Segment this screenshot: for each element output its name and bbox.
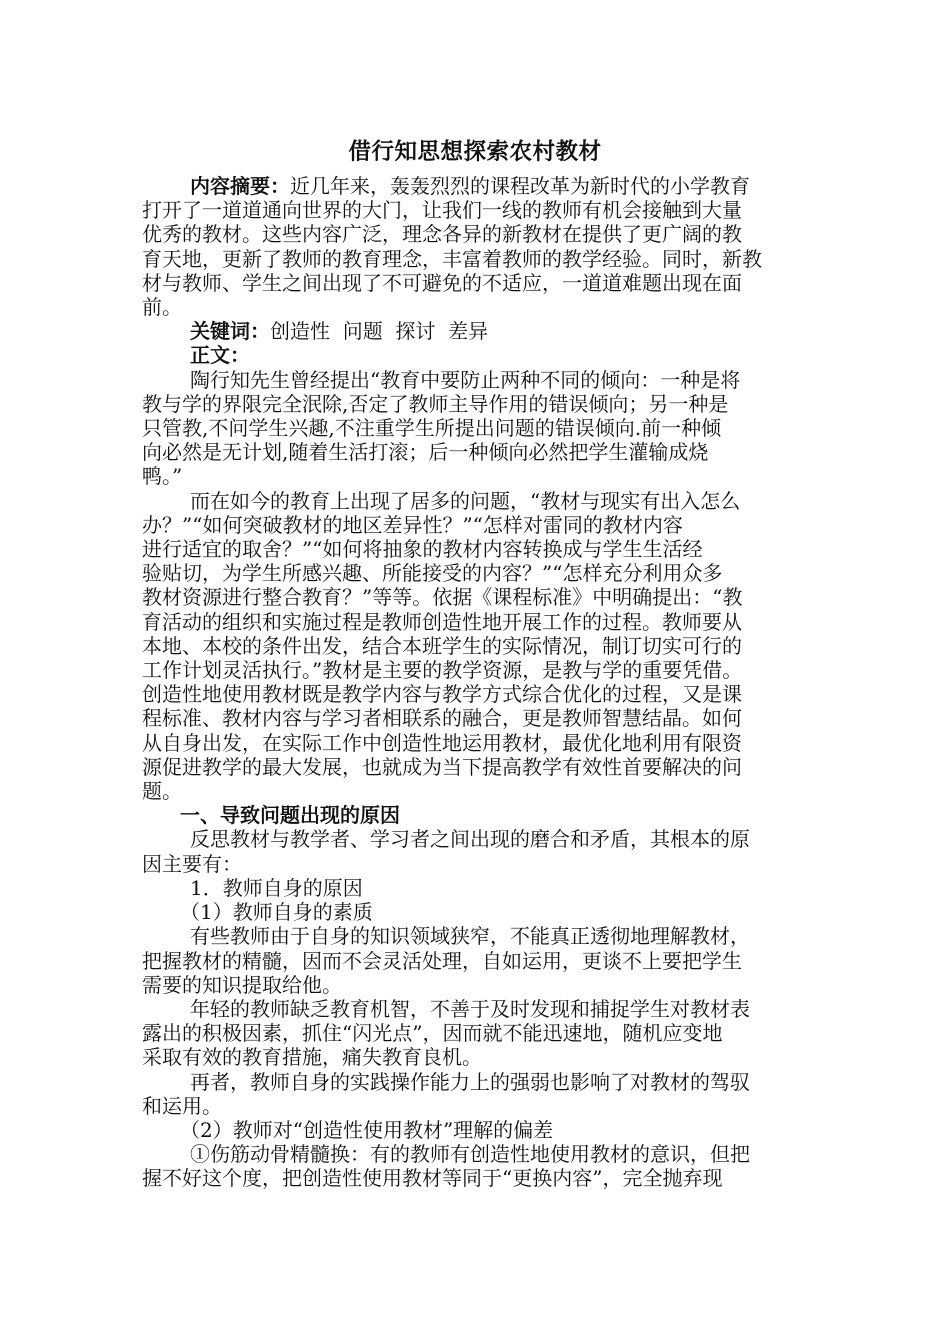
abstract-line: 材与教师、学生之间出现了不可避免的不适应，一道道难题出现在面	[142, 270, 742, 295]
paragraph-line: 育活动的组织和实施过程是教师创造性地开展工作的过程。教师要从	[142, 609, 742, 634]
abstract-line: 前。	[142, 295, 182, 320]
paragraph-line: 和运用。	[142, 1093, 222, 1118]
subsection-item: （1）教师自身的素质	[180, 900, 373, 925]
paragraph-line: 创造性地使用教材既是教学内容与教学方式综合优化的过程，又是课	[142, 682, 742, 707]
paragraph-line: 程标准、教材内容与学习者相联系的融合，更是教师智慧结晶。如何	[142, 706, 742, 731]
paragraph-line: 握不好这个度，把创造性使用教材等同于“更换内容”，完全抛弃现	[142, 1166, 723, 1191]
paragraph-line: 工作计划灵活执行。”教材是主要的教学资源，是教与学的重要凭借。	[142, 658, 743, 683]
keywords-value: 创造性 问题 探讨 差异	[270, 319, 489, 344]
paragraph-line: 而在如今的教育上出现了居多的问题，“教材与现实有出入怎么	[190, 488, 741, 513]
document-body	[142, 174, 822, 1191]
paragraph-line: 源促进教学的最大发展，也就成为当下提高教学有效性首要解决的问	[142, 754, 742, 779]
paragraph-line: 鸭。”	[142, 464, 183, 489]
paragraph-line: 教与学的界限完全泯除,否定了教师主导作用的错误倾向；另一种是	[142, 391, 729, 416]
paragraph-line: 向必然是无计划,随着生活打滚；后一种倾向必然把学生灌输成烧	[142, 440, 709, 465]
paragraph-line: 反思教材与教学者、学习者之间出现的磨合和矛盾，其根本的原	[190, 827, 750, 852]
paragraph-line: 本地、本校的条件出发，结合本班学生的实际情况，制订切实可行的	[142, 633, 742, 658]
paragraph-line: 教材资源进行整合教育？”等等。依据《课程标准》中明确提出：“教	[142, 585, 743, 610]
paragraph-line: 再者，教师自身的实践操作能力上的强弱也影响了对教材的驾驭	[190, 1069, 750, 1094]
paragraph-line: 陶行知先生曾经提出“教育中要防止两种不同的倾向：一种是将	[190, 367, 741, 392]
paragraph-line: 需要的知识提取给他。	[142, 972, 342, 997]
abstract-line: 打开了一道道通向世界的大门，让我们一线的教师有机会接触到大量	[142, 198, 742, 223]
abstract-line	[142, 174, 822, 198]
abstract-line: 育天地，更新了教师的教育理念，丰富着教师的教学经验。同时，新教	[142, 246, 762, 271]
abstract-line: 优秀的教材。这些内容广泛，理念各异的新教材在提供了更广阔的教	[142, 222, 742, 247]
paragraph-line: 办？”“如何突破教材的地区差异性？”“怎样对雷同的教材内容	[142, 512, 683, 537]
subsection-item: （2）教师对“创造性使用教材”理解的偏差	[180, 1117, 554, 1142]
keywords-line	[142, 319, 822, 343]
paragraph-line: 从自身出发，在实际工作中创造性地运用教材，最优化地利用有限资	[142, 730, 742, 755]
keywords-label: 关键词：	[190, 319, 270, 344]
paragraph-line: 只管教,不问学生兴趣,不注重学生所提出问题的错误倾向.前一种倾	[142, 416, 722, 441]
body-label: 正文：	[190, 343, 250, 368]
document-title: 借行知思想探索农村教材	[348, 139, 602, 165]
paragraph-line: 进行适宜的取舍？”“如何将抽象的教材内容转换成与学生生活经	[142, 537, 703, 562]
paragraph-line: 题。	[142, 779, 182, 804]
paragraph-line: 露出的积极因素，抓住“闪光点”，因而就不能迅速地，随机应变地	[142, 1021, 723, 1046]
subsection-item: 1．教师自身的原因	[190, 875, 363, 900]
paragraph-line: 因主要有：	[142, 851, 242, 876]
paragraph-line: 把握教材的精髓，因而不会灵活处理，自如运用，更谈不上要把学生	[142, 948, 742, 973]
paragraph-line: ①伤筋动骨精髓换：有的教师有创造性地使用教材的意识，但把	[190, 1142, 750, 1167]
paragraph-line: 采取有效的教育措施，痛失教育良机。	[142, 1045, 482, 1070]
paragraph-line: 年轻的教师缺乏教育机智，不善于及时发现和捕捉学生对教材表	[190, 996, 750, 1021]
paragraph-line: 有些教师由于自身的知识领域狭窄，不能真正透彻地理解教材，	[190, 924, 750, 949]
section-heading: 一、导致问题出现的原因	[180, 803, 400, 828]
paragraph-line: 验贴切，为学生所感兴趣、所能接受的内容？”“怎样充分利用众多	[142, 561, 723, 586]
abstract-text: 近几年来，轰轰烈烈的课程改革为新时代的小学教育	[290, 174, 750, 198]
abstract-label: 内容摘要：	[190, 174, 290, 198]
